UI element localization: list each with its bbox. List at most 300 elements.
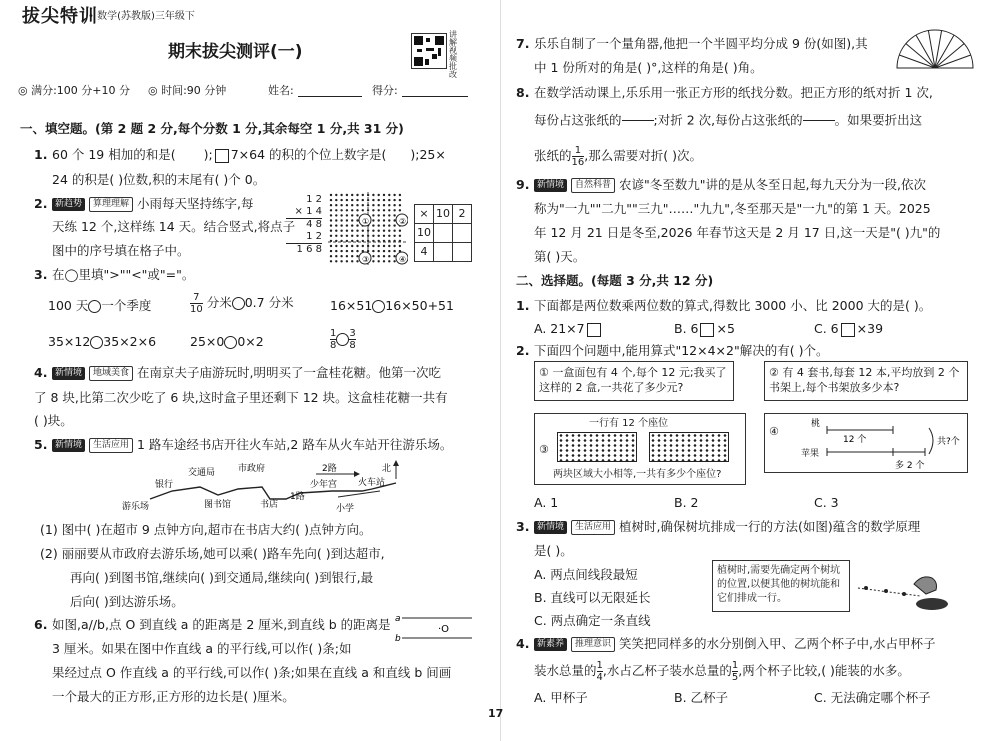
dot: [383, 214, 385, 216]
map-label: 1路: [290, 492, 305, 502]
q2-tag-trend: 新趋势: [52, 198, 85, 211]
dot: [351, 219, 353, 221]
q4-number: 4.: [34, 365, 48, 380]
page-number: 17: [488, 707, 504, 720]
dot: [393, 260, 395, 262]
dot: [351, 260, 353, 262]
dot: [335, 219, 337, 221]
q3-expr: 一个季度: [101, 298, 152, 313]
dot: [340, 250, 342, 252]
diagram-label: 桃: [811, 419, 821, 429]
dot: [367, 245, 369, 247]
dot: [346, 194, 348, 196]
dot: [393, 214, 395, 216]
score-field[interactable]: [402, 84, 468, 97]
dot: [393, 219, 395, 221]
dot: [330, 219, 332, 221]
q3-item-2: $\frac{7}{10}$ 分米 0.7 分米: [190, 292, 294, 315]
q2-text-1: 小雨每天坚持练字,每: [137, 196, 254, 211]
c4-option-a[interactable]: A. 甲杯子: [534, 690, 588, 705]
c2-option-c[interactable]: C. 3: [814, 495, 839, 510]
q1-line1: [52, 147, 446, 163]
c2-option-a[interactable]: A. 1: [534, 495, 559, 510]
dot: [378, 214, 380, 216]
c4-option-c[interactable]: C. 无法确定哪个杯子: [814, 690, 931, 705]
q5-part2-end: 后向( )到达游乐场。: [70, 594, 184, 609]
protractor-icon: [893, 26, 977, 72]
dot: [372, 194, 374, 196]
c3-number: 3.: [516, 519, 530, 534]
dot: [340, 219, 342, 221]
c2-box-1: ① 一盒面包有 4 个,每个 12 元;我买了这样的 2 盒,一共花了多少元?: [534, 361, 734, 401]
dot: [393, 224, 395, 226]
dot: [393, 204, 395, 206]
dot: [340, 245, 342, 247]
dot: [356, 235, 358, 237]
q3-instruction: 在◯里填">""<"或"="。: [52, 267, 195, 282]
dot: [399, 245, 401, 247]
diagram-label: 共?个: [937, 437, 960, 447]
page-divider: [500, 0, 501, 741]
qr-code-icon[interactable]: [411, 33, 447, 69]
dot: [399, 204, 401, 206]
c3-text-1: 植树时,确保树坑排成一行的方法(如图)蕴含的数学原理: [619, 519, 921, 534]
map-label: 小学: [336, 504, 355, 513]
c2-option-b[interactable]: B. 2: [674, 495, 699, 510]
grid-cell: 10: [415, 224, 434, 243]
dot: [383, 224, 385, 226]
dot: [330, 245, 332, 247]
compare-circle[interactable]: [88, 300, 101, 313]
dot: [383, 219, 385, 221]
c2-box-3: [534, 413, 746, 485]
c2-line-diagram: [785, 416, 965, 472]
q3-item-3: [330, 298, 454, 314]
dot: [356, 224, 358, 226]
dot: [362, 230, 364, 232]
q6-line3: 果经过点 O 作直线 a 的平行线,可以作( )条;如果在直线 a 和直线 b 间画: [52, 665, 452, 680]
calc-line: 4 8: [306, 219, 322, 230]
dot: [378, 250, 380, 252]
digit-box[interactable]: [700, 323, 714, 337]
dot: [340, 224, 342, 226]
fraction-blank[interactable]: [803, 110, 835, 132]
dot: [372, 209, 374, 211]
line-a-label: a: [395, 614, 401, 624]
c1-option-b[interactable]: [674, 321, 735, 337]
dot: [378, 209, 380, 211]
dot: [378, 194, 380, 196]
info-score-label: 得分:: [372, 84, 398, 97]
compare-circle[interactable]: [90, 336, 103, 349]
c4-number: 4.: [516, 636, 530, 651]
dot: [346, 209, 348, 211]
dot: [356, 245, 358, 247]
q2-line3: 图中的序号填在格子中。: [52, 243, 190, 258]
dot: [340, 199, 342, 201]
q8-number: 8.: [516, 85, 530, 100]
calc-line: 1 6 8: [296, 244, 322, 255]
info-time: ◎ 时间:90 分钟: [148, 84, 227, 97]
dot: [346, 199, 348, 201]
q3-expr: 25×0: [190, 334, 225, 349]
grid-answer-cell[interactable]: [434, 224, 453, 243]
q9-tag-topic: 自然科普: [571, 178, 615, 193]
q7-line1: 乐乐自制了一个量角器,他把一个半圆平均分成 9 份(如图),其: [534, 36, 868, 51]
dot: [393, 235, 395, 237]
dot: [356, 250, 358, 252]
q3-expr: 16×50+51: [385, 298, 454, 313]
fraction-blank[interactable]: [622, 110, 654, 132]
q2-answer-grid: [414, 204, 472, 262]
c3-option-a[interactable]: A. 两点间线段最短: [534, 567, 638, 582]
dot: [346, 219, 348, 221]
dot: [362, 199, 364, 201]
dot: [388, 224, 390, 226]
dot: [330, 260, 332, 262]
q5-tag-scene: 新情境: [52, 439, 85, 452]
dot: [383, 250, 385, 252]
q8-text: ,那么需要对折( )次。: [584, 148, 702, 163]
dot: [388, 245, 390, 247]
dot: [372, 260, 374, 262]
q8-text: 。如果要折出这: [834, 112, 923, 128]
dot: [388, 194, 390, 196]
dot: [335, 199, 337, 201]
section-2-title: 二、选择题。(每题 3 分,共 12 分): [516, 273, 714, 288]
dot: [393, 199, 395, 201]
q3-item-1: [48, 298, 151, 314]
dot: [393, 194, 395, 196]
option-label: C. 6: [814, 321, 839, 336]
dot: [356, 194, 358, 196]
calc-line: × 1 4: [286, 206, 322, 219]
c1-option-c[interactable]: [814, 321, 883, 337]
q3-expr: 16×51: [330, 298, 373, 313]
page-title: 期末拔尖测评(一): [168, 42, 303, 62]
dot: [383, 194, 385, 196]
dot: [378, 204, 380, 206]
dot: [335, 245, 337, 247]
option-label: ×39: [856, 321, 884, 336]
c3-option-b[interactable]: B. 直线可以无限延长: [534, 590, 651, 605]
q6-parallel-lines: [394, 610, 474, 644]
dot: [399, 235, 401, 237]
diagram-label: 12 个: [843, 435, 867, 445]
dot: [372, 230, 374, 232]
dot: [340, 204, 342, 206]
dot: [383, 235, 385, 237]
dot: [378, 230, 380, 232]
q7-number: 7.: [516, 36, 530, 51]
dot: [372, 224, 374, 226]
dot: [340, 214, 342, 216]
grid-answer-cell[interactable]: [434, 243, 453, 262]
dot: [378, 235, 380, 237]
q3-item-6: [330, 328, 356, 351]
protractor-ray: [935, 44, 964, 68]
q1-text-b: );: [203, 147, 213, 162]
dot: [335, 235, 337, 237]
dot: [362, 209, 364, 211]
q8-line1: 在数学活动课上,乐乐用一张正方形的纸找分数。把正方形的纸对折 1 次,: [534, 85, 933, 100]
dot: [388, 209, 390, 211]
marker-4: ④: [399, 255, 407, 264]
dot: [393, 209, 395, 211]
map-label: 银行: [155, 480, 174, 490]
dot: [383, 255, 385, 257]
q3-number: 3.: [34, 267, 48, 282]
map-label: 北: [382, 464, 392, 474]
dot: [335, 204, 337, 206]
line-b-label: b: [395, 634, 401, 644]
map-label: 少年宫: [310, 480, 338, 490]
c4-fraction: $\frac{1}{4}$: [596, 660, 603, 683]
digit-box[interactable]: [587, 323, 601, 337]
option-label: ×5: [716, 321, 735, 336]
dot: [356, 230, 358, 232]
q8-text: ;对折 2 次,每份占这张纸的: [653, 112, 803, 128]
dot: [340, 255, 342, 257]
q8-line3: [534, 145, 702, 168]
c4-line2: [534, 660, 910, 683]
q9-text-1: 农谚"冬至数九"讲的是从冬至日起,每九天分为一段,依次: [619, 177, 926, 192]
c1-number: 1.: [516, 298, 530, 313]
q5-part2-cont: 再向( )到图书馆,继续向( )到交通局,继续向( )到银行,最: [70, 570, 374, 585]
dot: [340, 235, 342, 237]
c4-tag-literacy: 新素养: [534, 638, 567, 651]
dot: [372, 255, 374, 257]
dot: [388, 260, 390, 262]
dot: [372, 214, 374, 216]
dot: [383, 209, 385, 211]
q3-expr: 35×12: [48, 334, 91, 349]
diagram-label: 苹果: [801, 449, 820, 459]
c2-box-4: [764, 413, 968, 473]
dot: [330, 209, 332, 211]
marker-2: ②: [399, 217, 407, 226]
q2-line2: 天练 12 个,这样练 14 天。结合竖式,将点子: [52, 219, 296, 234]
q4-line2: 了 8 块,比第二次少吃了 6 块,这时盒子里还剩下 12 块。这盒桂花糖一共有: [34, 390, 448, 405]
q2-tag-topic: 算理理解: [89, 197, 133, 212]
dot: [362, 235, 364, 237]
dot: [372, 245, 374, 247]
dot: [393, 230, 395, 232]
map-label: 2路: [322, 464, 337, 474]
q1-text-d: );25×: [410, 147, 446, 162]
dot: [330, 235, 332, 237]
dot: [335, 230, 337, 232]
dot: [330, 224, 332, 226]
dot: [372, 199, 374, 201]
grid-cell: 2: [453, 205, 472, 224]
map-label: 交通局: [188, 468, 216, 478]
dot: [378, 224, 380, 226]
dot: [388, 235, 390, 237]
q2-dot-grid: [328, 192, 408, 268]
dot: [356, 260, 358, 262]
c4-fraction: $\frac{1}{5}$: [731, 660, 739, 683]
dot: [330, 199, 332, 201]
dot: [340, 260, 342, 262]
dot: [351, 245, 353, 247]
c2-box-2: ② 有 4 套书,每套 12 本,平均放到 2 个书架上,每个书架放多少本?: [764, 361, 968, 401]
q3-expr: 35×2×6: [103, 334, 157, 349]
brand-logo: 拔尖特训: [22, 6, 98, 27]
option-label: A. 21×7: [534, 321, 585, 336]
q4-line3: ( )块。: [34, 413, 73, 428]
q5-part2: (2) 丽丽要从市政府去游乐场,她可以乘( )路车先向( )到达超市,: [40, 546, 385, 561]
map-label: 市政府: [238, 464, 266, 474]
c3-option-c[interactable]: C. 两点确定一条直线: [534, 613, 651, 628]
c4-option-b[interactable]: B. 乙杯子: [674, 690, 729, 705]
calc-line: 1 2: [286, 231, 322, 244]
dot: [399, 230, 401, 232]
q8-fraction: $\frac{1}{16}$: [571, 145, 585, 168]
dot: [399, 194, 401, 196]
dot: [378, 199, 380, 201]
option-label: B. 6: [674, 321, 699, 336]
dot: [346, 245, 348, 247]
dot: [372, 250, 374, 252]
q9-number: 9.: [516, 177, 530, 192]
digit-box[interactable]: [841, 323, 855, 337]
q5-route-map: [110, 457, 410, 513]
dot: [388, 255, 390, 257]
q4-line1: [52, 365, 441, 381]
dot: [383, 245, 385, 247]
dot: [335, 250, 337, 252]
compare-circle[interactable]: [224, 336, 237, 349]
c4-text-1: 笑笑把同样多的水分别倒入甲、乙两个杯子中,水占甲杯子: [619, 636, 936, 651]
seat-block-left: [557, 432, 637, 462]
dot: [393, 245, 395, 247]
q2-line1: [52, 196, 253, 212]
q1-digit-box[interactable]: [215, 149, 229, 163]
dot: [340, 230, 342, 232]
dot: [372, 219, 374, 221]
q3-item-5: [190, 334, 264, 350]
qr-caption: 讲解视频批改: [449, 30, 457, 79]
q5-tag-topic: 生活应用: [89, 438, 133, 453]
dot: [330, 214, 332, 216]
dot: [330, 250, 332, 252]
dot: [356, 219, 358, 221]
dot: [383, 199, 385, 201]
section-1-title: 一、填空题。(第 2 题 2 分,每个分数 1 分,其余每空 1 分,共 31 分): [20, 121, 404, 136]
dot: [351, 224, 353, 226]
q3-fraction: $\frac{3}{8}$: [349, 328, 356, 351]
c4-line1: [534, 636, 935, 652]
c1-option-a[interactable]: [534, 321, 601, 337]
dot: [356, 209, 358, 211]
q3-expr: 0×2: [237, 334, 264, 349]
dot: [356, 255, 358, 257]
q9-line2: 称为"一九""二九""三九"……"九九",冬至那天是"一九"的第 1 天。2025: [534, 201, 931, 216]
dot: [388, 230, 390, 232]
c3-tip-box: 植树时,需要先确定两个树坑的位置,以便其他的树坑能和它们排成一行。: [712, 560, 850, 612]
map-label: 游乐场: [122, 502, 150, 512]
dot: [335, 194, 337, 196]
grid-answer-cell[interactable]: [453, 243, 472, 262]
tree-planting-illustration: [852, 566, 962, 616]
protractor-ray: [906, 44, 935, 68]
q8-text: 每份占这张纸的: [534, 112, 622, 128]
dot: [388, 199, 390, 201]
dot: [346, 255, 348, 257]
dot: [356, 204, 358, 206]
seat-block-right: [649, 432, 729, 462]
dot: [346, 230, 348, 232]
dot: [330, 204, 332, 206]
q6-line1: 如图,a//b,点 O 到直线 a 的距离是 2 厘米,到直线 b 的距离是: [52, 617, 391, 632]
box-number: ④: [769, 425, 779, 438]
protractor-ray: [899, 55, 935, 68]
q1-line2: 24 的积是( )位数,积的末尾有( )个 0。: [52, 172, 266, 187]
dot: [330, 194, 332, 196]
compare-circle[interactable]: [232, 297, 245, 310]
c3-tag-topic: 生活应用: [571, 520, 615, 535]
dot: [351, 255, 353, 257]
dot: [383, 230, 385, 232]
q4-tag-scene: 新情境: [52, 367, 85, 380]
map-label: 火车站: [358, 478, 386, 488]
dot: [362, 204, 364, 206]
c4-text: 装水总量的: [534, 663, 597, 678]
q1-number: 1.: [34, 147, 48, 162]
dot: [388, 250, 390, 252]
dot: [393, 250, 395, 252]
q3-expr: 100 天: [48, 298, 89, 313]
q9-line4: 第( )天。: [534, 249, 586, 264]
dot: [393, 255, 395, 257]
compare-circle[interactable]: [372, 300, 385, 313]
c3-line2: 是( )。: [534, 543, 573, 558]
q3-fraction: $\frac{7}{10}$: [190, 292, 203, 315]
dot: [372, 204, 374, 206]
dot: [351, 209, 353, 211]
dot: [356, 199, 358, 201]
dot: [346, 214, 348, 216]
dot: [335, 260, 337, 262]
book-subtitle: • 数学(苏教版)三年级下: [88, 11, 195, 22]
dot: [340, 194, 342, 196]
marker-3: ③: [362, 255, 370, 264]
dot: [346, 204, 348, 206]
grid-cell: ×: [415, 205, 434, 224]
dot: [378, 219, 380, 221]
compare-circle[interactable]: [336, 333, 349, 346]
grid-cell: 10: [434, 205, 453, 224]
dot: [378, 255, 380, 257]
dot: [335, 214, 337, 216]
dot: [378, 245, 380, 247]
calc-line: 1 2: [306, 194, 322, 205]
q5-line1: [52, 437, 452, 453]
dot: [383, 204, 385, 206]
dot: [351, 199, 353, 201]
box-number: ③: [539, 443, 549, 456]
dot: [388, 204, 390, 206]
c2-question: 下面四个问题中,能用算式"12×4×2"解决的有( )个。: [534, 343, 829, 358]
protractor-arc: [897, 30, 973, 68]
q8-line2: [534, 110, 922, 132]
c3-line1: [534, 519, 920, 535]
dot: [346, 235, 348, 237]
grid-answer-cell[interactable]: [453, 224, 472, 243]
name-field[interactable]: [298, 84, 362, 97]
dot: [330, 255, 332, 257]
